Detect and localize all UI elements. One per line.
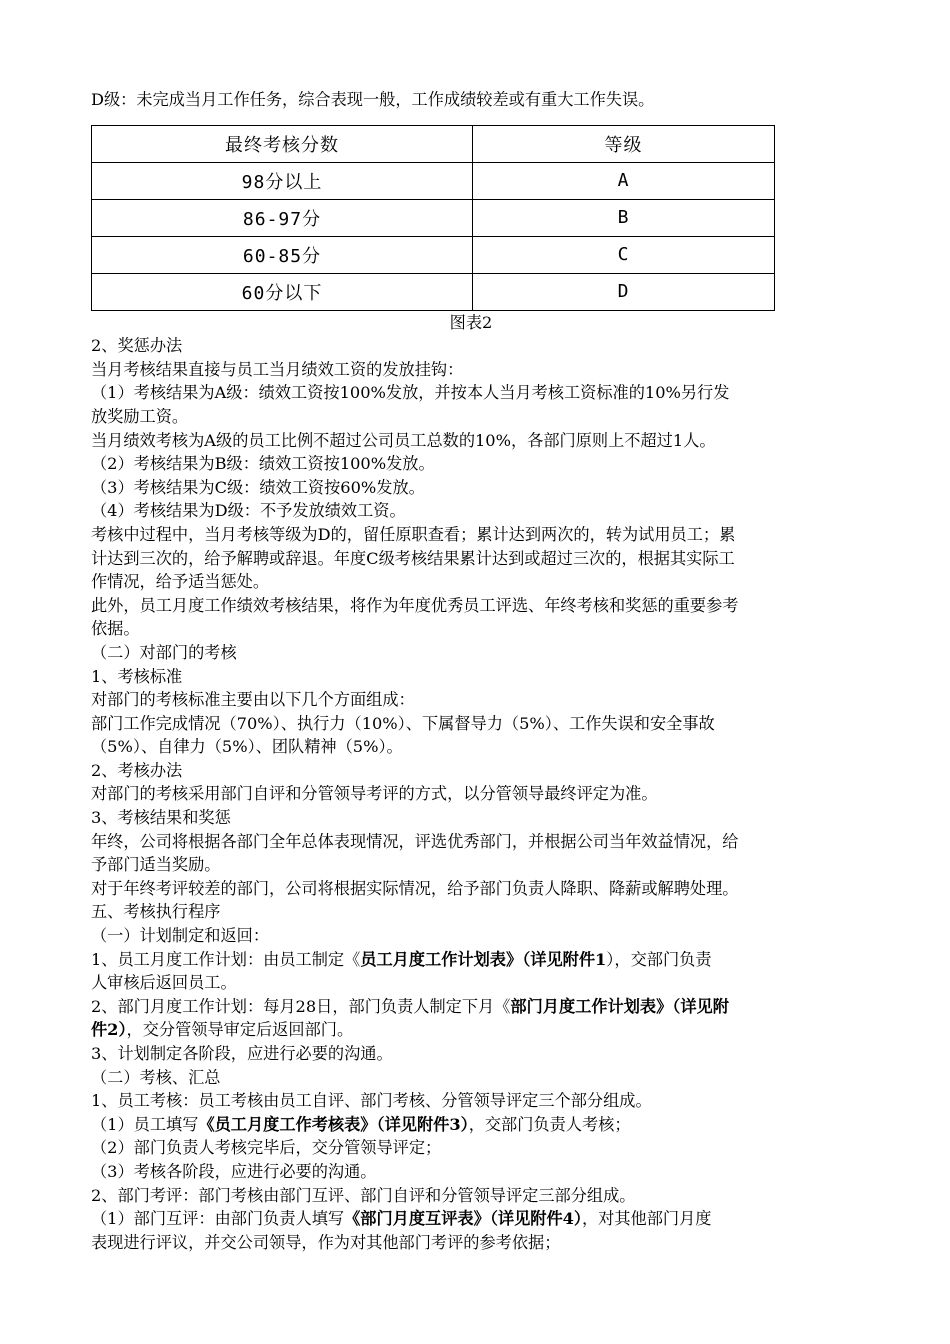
text-line — [91, 948, 863, 972]
text-line: 此外，员工月度工作绩效考核结果，将作为年度优秀员工评选、年终考核和奖惩的重要参考 — [91, 595, 739, 615]
text-line: 1、考核标准 — [91, 666, 183, 686]
text-line: （5%）、自律力（5%）、团队精神（5%）。 — [91, 737, 403, 757]
text-segment: ，对其他部门月度 — [582, 1209, 712, 1229]
text-line: （二）对部门的考核 — [91, 642, 237, 662]
table-cell-grade: B — [473, 199, 775, 236]
table-cell-grade: D — [473, 273, 775, 310]
text-line: 1、员工考核：员工考核由员工自评、部门考核、分管领导评定三个部分组成。 — [91, 1091, 652, 1111]
text-line: 对部门的考核标准主要由以下几个方面组成： — [91, 690, 415, 710]
text-segment: 1、员工月度工作计划：由员工制定《 — [91, 949, 361, 969]
text-line: 作情况，给予适当惩处。 — [91, 572, 270, 592]
text-line: 3、计划制定各阶段，应进行必要的沟通。 — [91, 1044, 393, 1063]
text-line: 人审核后返回员工。 — [91, 973, 237, 993]
table-row — [92, 162, 775, 199]
text-line — [91, 1207, 863, 1231]
text-line: 当月绩效考核为A级的员工比例不超过公司员工总数的10%，各部门原则上不超过1人。 — [91, 430, 716, 450]
text-line: （一）计划制定和返回： — [91, 926, 270, 946]
text-line: （3）考核结果为C级：绩效工资按60%发放。 — [91, 477, 425, 497]
text-line — [91, 1113, 863, 1137]
grade-d-description: D级：未完成当月工作任务，综合表现一般，工作成绩较差或有重大工作失误。 — [91, 90, 655, 109]
text-line: 表现进行评议，并交公司领导，作为对其他部门考评的参考依据； — [91, 1232, 561, 1252]
text-line: 五、考核执行程序 — [91, 902, 221, 922]
text-line: 放奖励工资。 — [91, 406, 189, 426]
text-line: 3、考核结果和奖惩 — [91, 808, 231, 828]
bold-form-reference: 《部门月度互评表》（详见附件4） — [344, 1209, 582, 1229]
text-line: 部门工作完成情况（70%）、执行力（10%）、下属督导力（5%）、工作失误和安全事故 — [91, 713, 715, 733]
text-line: 年终，公司将根据各部门全年总体表现情况，评选优秀部门，并根据公司当年效益情况，给 — [91, 831, 739, 851]
bold-form-reference: 员工月度工作计划表》（详见附件1 — [360, 949, 607, 969]
table-cell-score: 60分以下 — [92, 273, 473, 310]
table-row — [92, 199, 775, 236]
bold-form-reference: 件2） — [91, 1020, 127, 1040]
text-segment: （1）部门互评：由部门负责人填写 — [91, 1209, 345, 1229]
document-page — [91, 88, 863, 1254]
document-body — [91, 334, 863, 1254]
text-line: （1）考核结果为A级：绩效工资按100%发放，并按本人当月考核工资标准的10%另行发 — [91, 383, 730, 403]
table-header-grade: 等级 — [473, 125, 775, 162]
text-segment: ，交分管领导审定后返回部门。 — [126, 1020, 354, 1040]
text-line: 当月考核结果直接与员工当月绩效工资的发放挂钩： — [91, 359, 464, 379]
table-cell-grade: C — [473, 236, 775, 273]
text-line: 2、考核办法 — [91, 760, 183, 780]
text-line: （3）考核各阶段，应进行必要的沟通。 — [91, 1161, 377, 1181]
table-header-score: 最终考核分数 — [92, 125, 473, 162]
table-cell-score: 98分以上 — [92, 162, 473, 199]
text-segment: ，交部门负责人考核； — [468, 1114, 631, 1134]
text-line — [91, 1018, 863, 1042]
text-line: 2、奖惩办法 — [91, 336, 183, 356]
text-line: 计达到三次的，给予解聘或辞退。年度C级考核结果累计达到或超过三次的，根据其实际工 — [91, 548, 735, 568]
bold-form-reference: 《员工月度工作考核表》（详见附件3） — [198, 1114, 469, 1134]
text-line: 对部门的考核采用部门自评和分管领导考评的方式，以分管领导最终评定为准。 — [91, 784, 658, 804]
table-caption: 图表2 — [449, 312, 493, 332]
text-segment: ），交部门负责 — [606, 949, 712, 969]
text-line: 依据。 — [91, 619, 140, 639]
text-line: （二）考核、汇总 — [91, 1067, 221, 1087]
table-cell-grade: A — [473, 162, 775, 199]
text-line: 2、部门考评：部门考核由部门互评、部门自评和分管领导评定三部分组成。 — [91, 1185, 636, 1205]
text-line: （4）考核结果为D级：不予发放绩效工资。 — [91, 501, 406, 521]
text-line: 予部门适当奖励。 — [91, 855, 221, 875]
text-line: 对于年终考评较差的部门，公司将根据实际情况，给予部门负责人降职、降薪或解聘处理。 — [91, 878, 739, 898]
text-segment: 2、部门月度工作计划：每月28日，部门负责人制定下月《 — [91, 996, 511, 1016]
table-cell-score: 86-97分 — [92, 199, 473, 236]
bold-form-reference: 部门月度工作计划表》（详见附 — [510, 996, 729, 1016]
text-line: （2）考核结果为B级：绩效工资按100%发放。 — [91, 454, 435, 474]
table-cell-score: 60-85分 — [92, 236, 473, 273]
table-row — [92, 273, 775, 310]
text-line: 考核中过程中，当月考核等级为D的，留任原职查看；累计达到两次的，转为试用员工；累 — [91, 524, 736, 544]
table-row — [92, 236, 775, 273]
text-line: （2）部门负责人考核完毕后，交分管领导评定； — [91, 1138, 442, 1158]
text-segment: （1）员工填写 — [91, 1114, 199, 1134]
text-line — [91, 995, 863, 1019]
grade-table — [91, 125, 775, 311]
table-header-row — [92, 125, 775, 162]
